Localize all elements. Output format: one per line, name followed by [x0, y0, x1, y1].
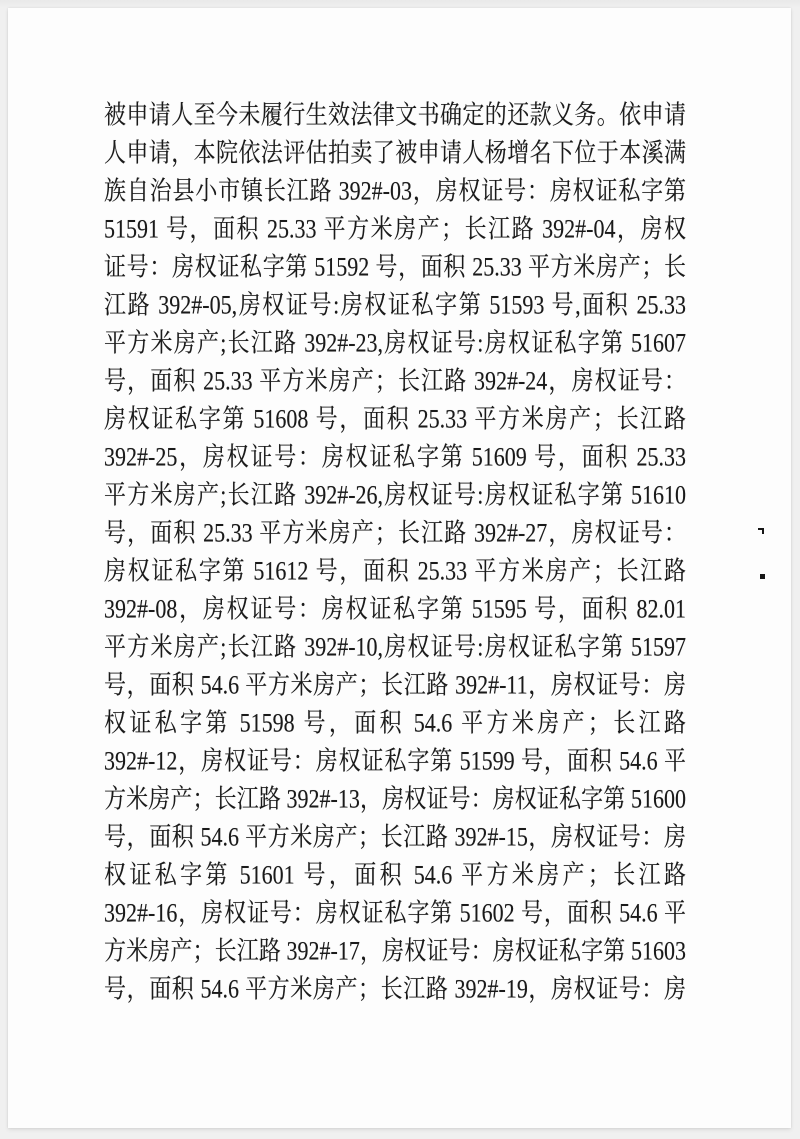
document-text-line: 族自治县小市镇长江路 392#-03，房权证号：房权证私字第 [104, 175, 686, 206]
document-page [8, 8, 791, 1128]
document-text-line: 号，面积 25.33 平方米房产；长江路 392#-27，房权证号： [104, 517, 686, 548]
document-text-line: 平方米房产;长江路 392#-10,房权证号:房权证私字第 51597 [104, 631, 686, 662]
scan-speck-icon [758, 528, 764, 534]
document-text-line: 被申请人至今未履行生效法律文书确定的还款义务。依申请 [104, 99, 686, 130]
document-text-line: 392#-08，房权证号：房权证私字第 51595 号，面积 82.01 [104, 593, 686, 624]
document-text-line: 号，面积 54.6 平方米房产；长江路 392#-19，房权证号：房 [104, 973, 686, 1004]
document-text-line: 方米房产；长江路 392#-13，房权证号：房权证私字第 51600 [104, 783, 686, 814]
document-body-text [104, 96, 686, 1008]
document-text-line: 证号：房权证私字第 51592 号，面积 25.33 平方米房产；长 [104, 251, 686, 282]
document-text-line: 392#-16，房权证号：房权证私字第 51602 号，面积 54.6 平 [104, 897, 686, 928]
document-text-line: 392#-12，房权证号：房权证私字第 51599 号，面积 54.6 平 [104, 745, 686, 776]
document-text-line: 平方米房产;长江路 392#-23,房权证号:房权证私字第 51607 [104, 327, 686, 358]
document-text-line: 人申请，本院依法评估拍卖了被申请人杨增名下位于本溪满 [104, 137, 686, 168]
document-text-line: 392#-25，房权证号：房权证私字第 51609 号，面积 25.33 [104, 441, 686, 472]
document-text-line: 号，面积 25.33 平方米房产；长江路 392#-24，房权证号： [104, 365, 686, 396]
document-text-line: 房权证私字第 51608 号，面积 25.33 平方米房产；长江路 [104, 403, 686, 434]
document-text-line: 房权证私字第 51612 号，面积 25.33 平方米房产；长江路 [104, 555, 686, 586]
document-text-line: 号，面积 54.6 平方米房产；长江路 392#-15，房权证号：房 [104, 821, 686, 852]
scan-speck-icon [760, 574, 765, 579]
document-text-line: 权证私字第 51601 号，面积 54.6 平方米房产；长江路 [104, 859, 686, 890]
document-text-line: 江路 392#-05,房权证号:房权证私字第 51593 号,面积 25.33 [104, 289, 686, 320]
document-text-line: 51591 号，面积 25.33 平方米房产；长江路 392#-04，房权 [104, 213, 686, 244]
document-text-line: 权证私字第 51598 号，面积 54.6 平方米房产；长江路 [104, 707, 686, 738]
document-text-line: 方米房产；长江路 392#-17，房权证号：房权证私字第 51603 [104, 935, 686, 966]
document-text-line: 平方米房产;长江路 392#-26,房权证号:房权证私字第 51610 [104, 479, 686, 510]
document-text-line: 号，面积 54.6 平方米房产；长江路 392#-11，房权证号：房 [104, 669, 686, 700]
